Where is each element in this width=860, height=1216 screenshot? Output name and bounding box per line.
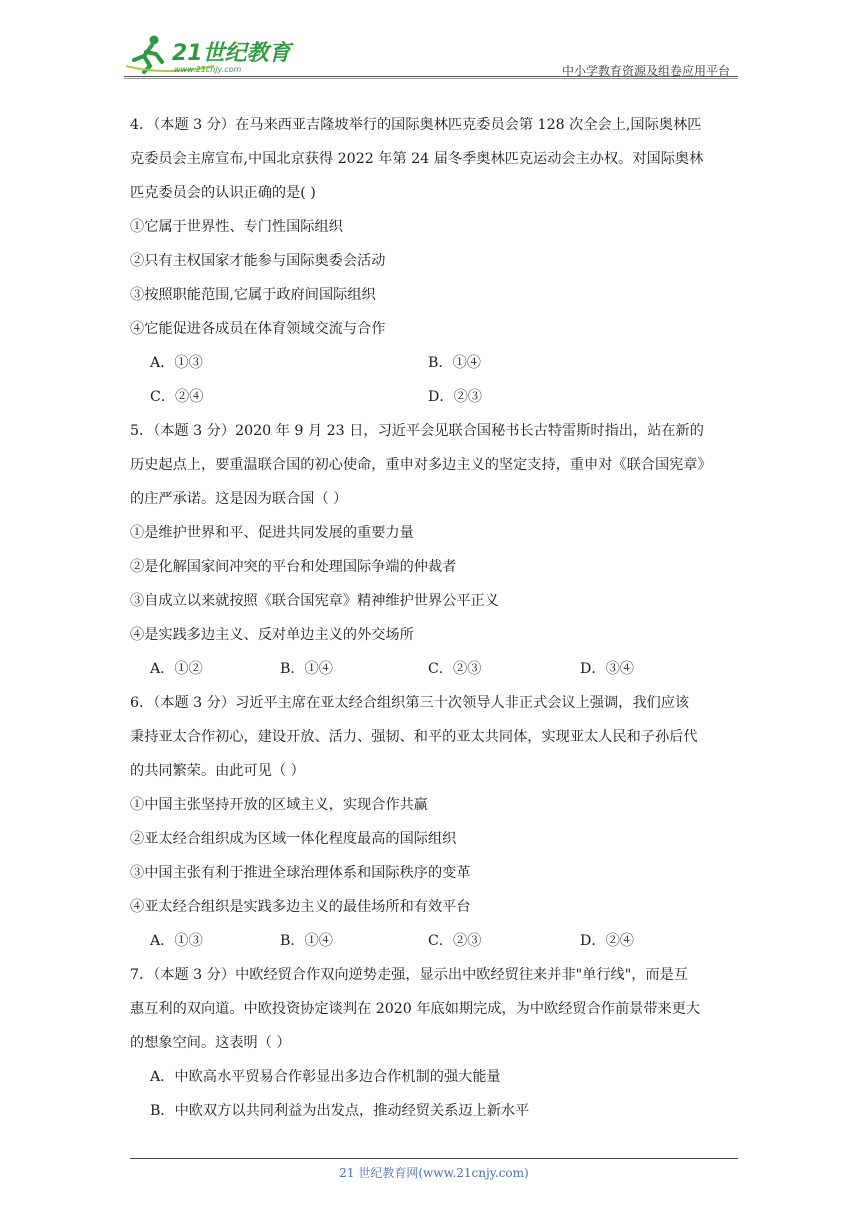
question-stem: 6．（本题 3 分）习近平主席在亚太经合组织第三十次领导人非正式会议上强调，我们应该 [130, 695, 690, 711]
statement: ②只有主权国家才能参与国际奥委会活动 [130, 253, 386, 269]
question-stem: 的共同繁荣。由此可见（ ） [130, 763, 305, 779]
footer-link[interactable]: 21 世纪教育网(www.21cnjy.com) [339, 1166, 529, 1180]
question-5 [130, 414, 730, 686]
question-stem: 7．（本题 3 分）中欧经贸合作双向逆势走强，显示出中欧经贸往来并非"单行线"，而是互 [130, 967, 688, 983]
statement: ③按照职能范围,它属于政府间国际组织 [130, 287, 376, 303]
option-c[interactable]: C．②④ [150, 389, 204, 405]
option-a[interactable]: A．①② [150, 661, 203, 677]
question-stem: 5．（本题 3 分）2020 年 9 月 23 日，习近平会见联合国秘书长古特雷斯时指出，站在新的 [130, 423, 704, 439]
statement: ③中国主张有利于推进全球治理体系和国际秩序的变革 [130, 865, 471, 881]
statement: ④是实践多边主义、反对单边主义的外交场所 [130, 627, 414, 643]
options-row [130, 346, 730, 380]
option-a[interactable]: A．①③ [150, 933, 203, 949]
question-4 [130, 108, 730, 414]
statement: ②亚太经合组织成为区域一体化程度最高的国际组织 [130, 831, 457, 847]
question-content [130, 108, 730, 1128]
option-b[interactable]: B．①④ [428, 355, 481, 371]
question-stem: 的庄严承诺。这是因为联合国（ ） [130, 491, 348, 507]
option-d[interactable]: D．②④ [580, 933, 634, 949]
question-stem: 的想象空间。这表明（ ） [130, 1035, 291, 1051]
question-stem: 秉持亚太合作初心，建设开放、活力、强韧、和平的亚太共同体，实现亚太人民和子孙后代 [130, 729, 698, 745]
option-c[interactable]: C．②③ [428, 661, 482, 677]
question-stem: 惠互利的双向道。中欧投资协定谈判在 2020 年底如期完成，为中欧经贸合作前景带来更大 [130, 1001, 701, 1017]
statement: ④它能促进各成员在体育领域交流与合作 [130, 321, 386, 337]
header-divider-secondary [124, 78, 738, 79]
statement: ①它属于世界性、专门性国际组织 [130, 219, 343, 235]
statement: ②是化解国家间冲突的平台和处理国际争端的仲裁者 [130, 559, 457, 575]
header-divider [124, 76, 738, 77]
question-stem: 克委员会主席宣布,中国北京获得 2022 年第 24 届冬季奥林匹克运动会主办权。对国际奥林 [130, 151, 704, 167]
page-header [124, 30, 738, 80]
question-stem: 历史起点上，要重温联合国的初心使命，重申对多边主义的坚定支持，重申对《联合国宪章》 [130, 457, 712, 473]
options-row [130, 924, 730, 958]
svg-text:21世纪教育: 21世纪教育 [172, 41, 291, 66]
statement: ④亚太经合组织是实践多边主义的最佳场所和有效平台 [130, 899, 471, 915]
option-b[interactable]: B．中欧双方以共同利益为出发点，推动经贸关系迈上新水平 [150, 1103, 530, 1119]
statement: ①是维护世界和平、促进共同发展的重要力量 [130, 525, 414, 541]
option-a[interactable]: A．①③ [150, 355, 203, 371]
site-logo[interactable] [124, 32, 294, 74]
option-c[interactable]: C．②③ [428, 933, 482, 949]
platform-name: 中小学教育资源及组卷应用平台 [561, 64, 730, 78]
svg-text:www.21cnjy.com: www.21cnjy.com [174, 65, 242, 74]
question-stem: 匹克委员会的认识正确的是( ) [130, 185, 316, 201]
question-stem: 4．（本题 3 分）在马来西亚吉隆坡举行的国际奥林匹克委员会第 128 次全会上,国际奥林匹 [130, 117, 702, 133]
option-b[interactable]: B．①④ [280, 661, 333, 677]
options-row [130, 380, 730, 414]
option-d[interactable]: D．③④ [580, 661, 634, 677]
option-d[interactable]: D．②③ [428, 389, 482, 405]
options-row [130, 652, 730, 686]
option-a[interactable]: A．中欧高水平贸易合作彰显出多边合作机制的强大能量 [150, 1069, 501, 1085]
question-7 [130, 958, 730, 1128]
statement: ③自成立以来就按照《联合国宪章》精神维护世界公平正义 [130, 593, 499, 609]
option-b[interactable]: B．①④ [280, 933, 333, 949]
question-6 [130, 686, 730, 958]
statement: ①中国主张坚持开放的区域主义，实现合作共赢 [130, 797, 428, 813]
footer-divider [130, 1158, 738, 1159]
